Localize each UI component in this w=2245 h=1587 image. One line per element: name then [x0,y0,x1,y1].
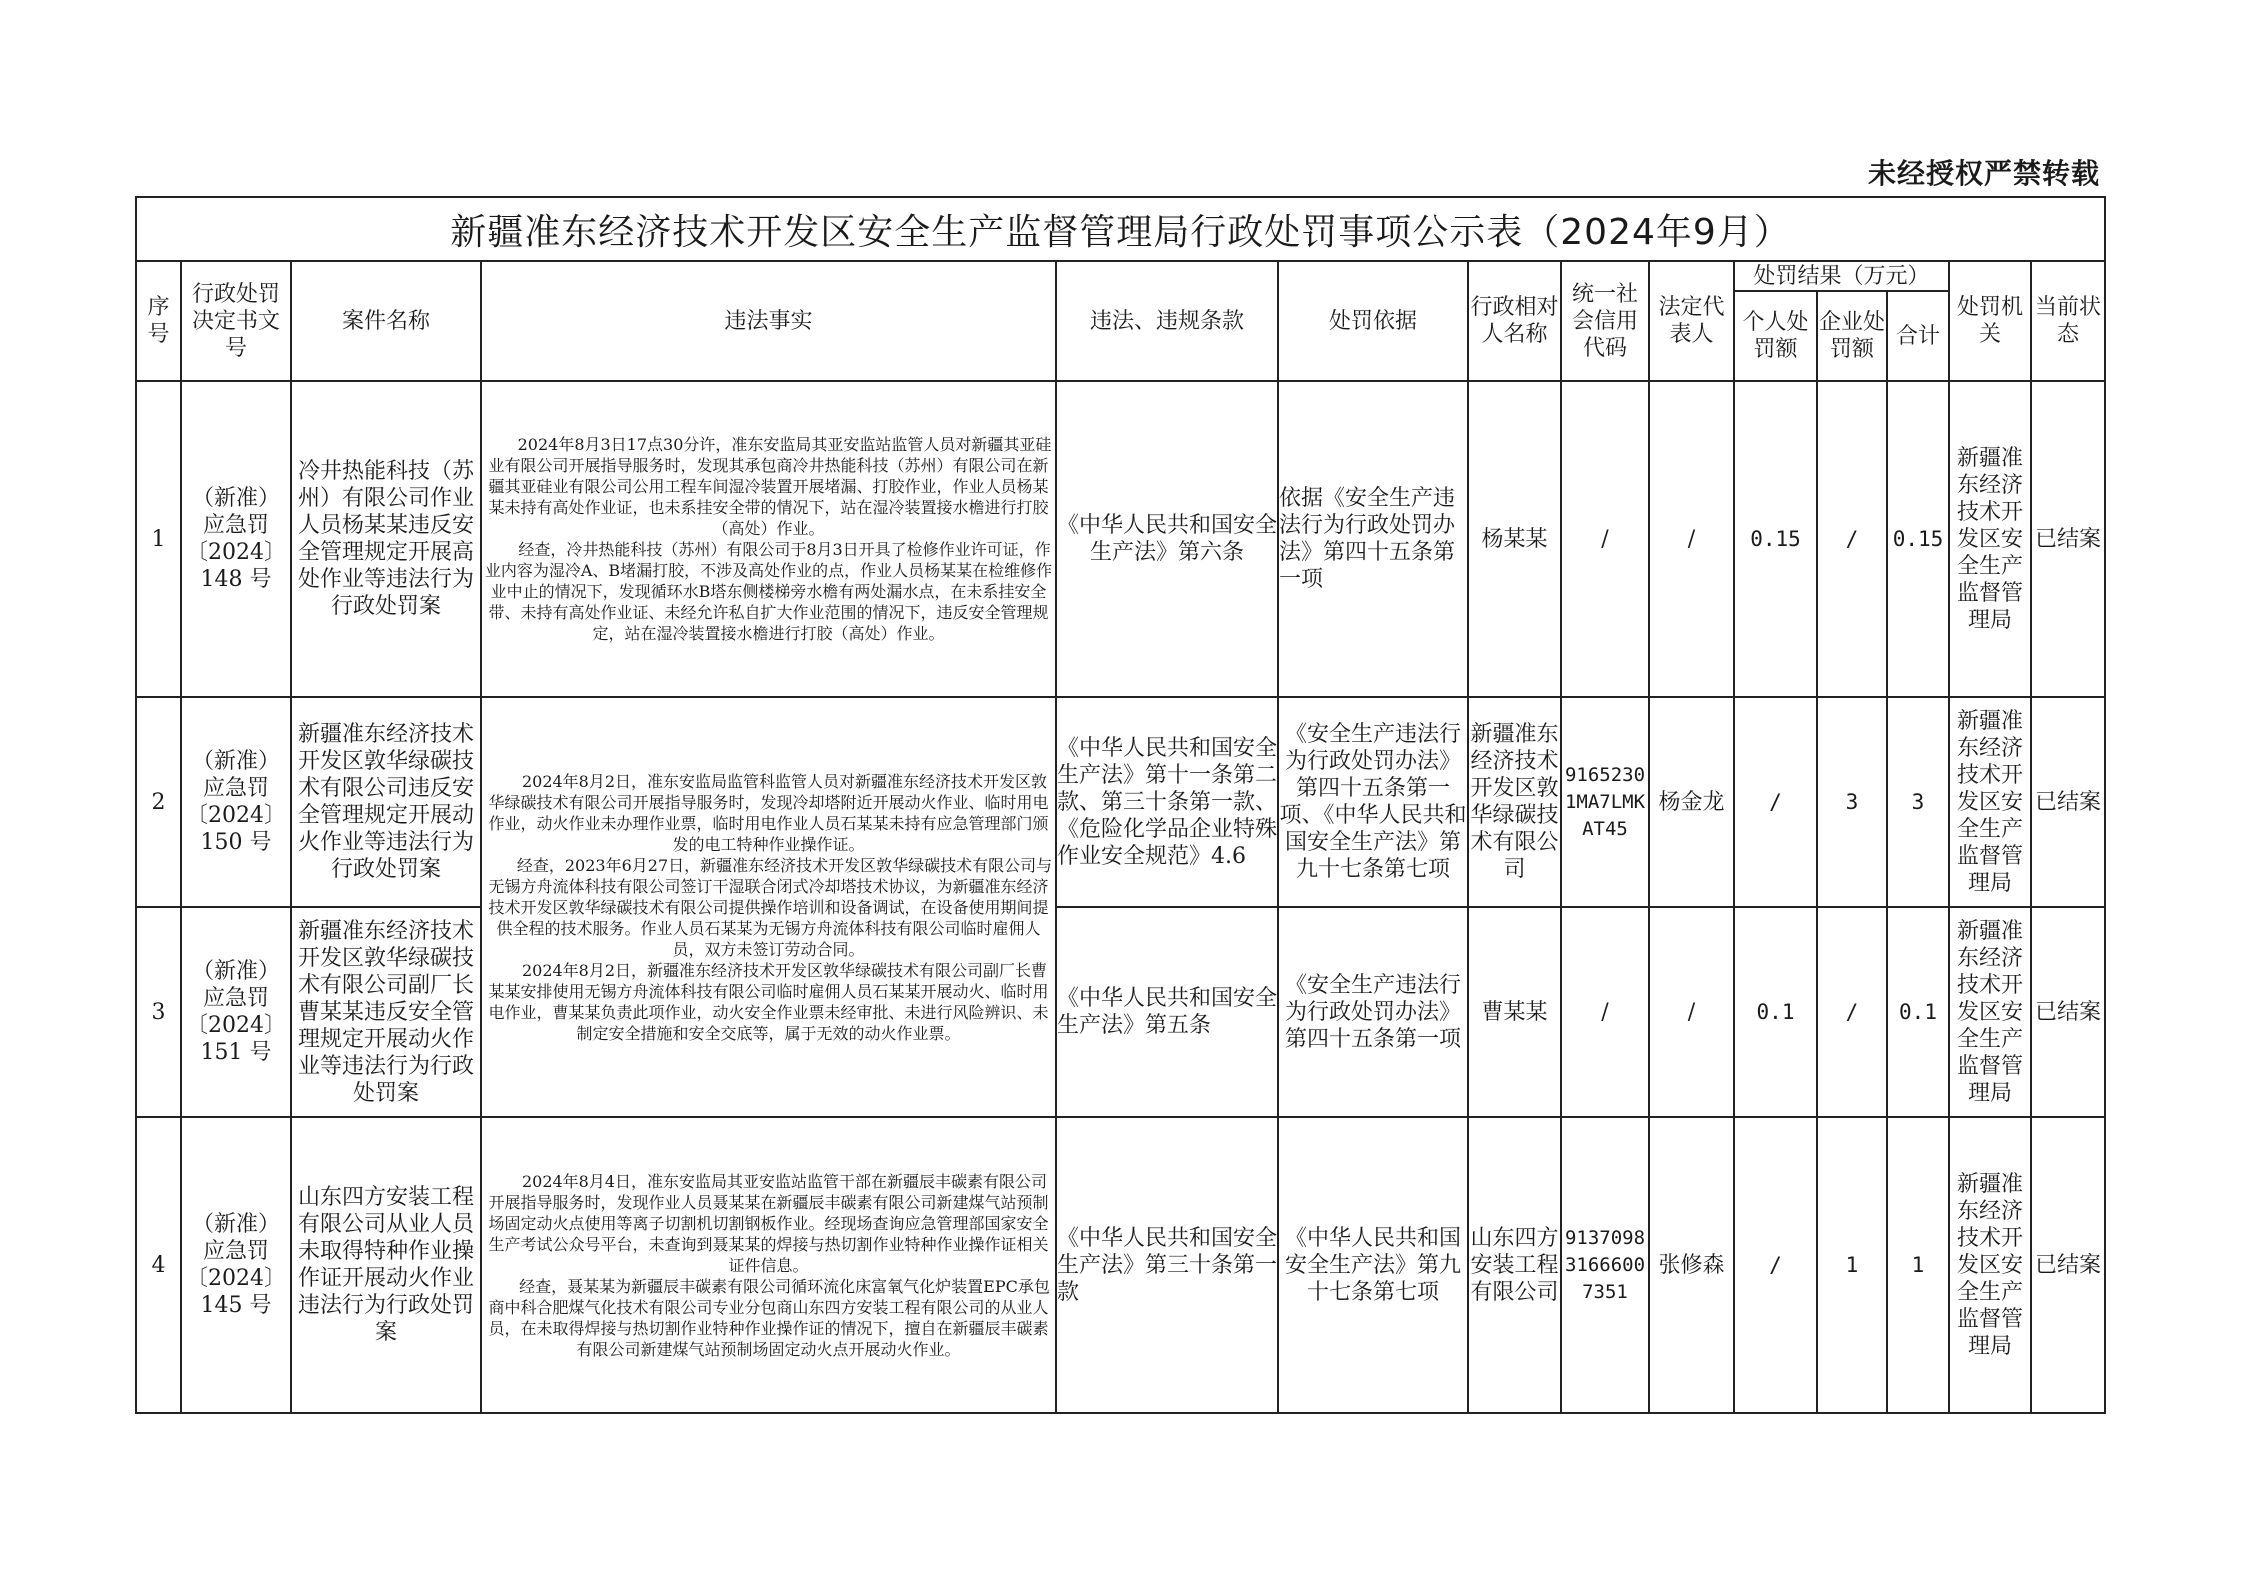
fact-paragraph: 2024年8月2日，准东安监局监管科监管人员对新疆准东经济技术开发区敦华绿碳技术有限公司开展指导服务时，发现冷却塔附近开展动火作业、临时用电作业，动火作业未办理作业票，临时用电作业人员石某某未持有应急管理部门颁发的电工特种作业操作证。 [488,771,1049,854]
cell-party: 新疆准东经济技术开发区敦华绿碳技术有限公司 [1468,697,1561,907]
cell-status: 已结案 [2031,1117,2105,1413]
cell-enterprise: / [1817,381,1887,697]
cell-clause: 《中华人民共和国安全生产法》第十一条第二款、第三十条第一款、《危险化学品企业特殊作业安全规范》4.6 [1056,697,1278,907]
cell-personal: / [1734,1117,1817,1413]
fact-paragraph: 经查，冷井热能科技（苏州）有限公司于8月3日开具了检修作业许可证，作业内容为湿冷A、B堵漏打胶，不涉及高处作业的点，作业人员杨某某在检维修作业中止的情况下，发现循环水B塔东侧楼梯旁水檐有两处漏水点，在未系挂安全带、未持有高处作业证、未经允许私自扩大作业范围的情况下，违反安全管理规定，站在湿冷装置接水檐进行打胶（高处）作业。 [484,540,1053,643]
cell-basis: 《安全生产违法行为行政处罚办法》第四十五条第一项、《中华人民共和国安全生产法》第九十七条第七项 [1278,697,1468,907]
table-title: 新疆准东经济技术开发区安全生产监督管理局行政处罚事项公示表（2024年9月） [136,197,2105,261]
header-status: 当前状态 [2031,261,2105,381]
cell-case-name: 新疆准东经济技术开发区敦华绿碳技术有限公司违反安全管理规定开展动火作业等违法行为行政处罚案 [291,697,481,907]
cell-case-name: 山东四方安装工程有限公司从业人员未取得特种作业操作证开展动火作业违法行为行政处罚案 [291,1117,481,1413]
penalty-table [135,196,2106,1414]
cell-party: 曹某某 [1468,907,1561,1117]
cell-total: 0.1 [1887,907,1949,1117]
cell-credit-code: 91652301MA7LMKAT45 [1561,697,1649,907]
cell-legal-rep: / [1649,381,1734,697]
table-row [136,1117,2105,1413]
cell-case-name: 冷井热能科技（苏州）有限公司作业人员杨某某违反安全管理规定开展高处作业等违法行为行政处罚案 [291,381,481,697]
cell-personal: 0.15 [1734,381,1817,697]
cell-credit-code: 913709831666007351 [1561,1117,1649,1413]
cell-authority: 新疆准东经济技术开发区安全生产监督管理局 [1949,907,2031,1117]
fact-paragraph: 经查，2023年6月27日，新疆准东经济技术开发区敦华绿碳技术有限公司与无锡方舟流体科技有限公司签订干湿联合闭式冷却塔技术协议，为新疆准东经济技术开发区敦华绿碳技术有限公司提供操作培训和设备调试，在设备使用期间提供全程的技术服务。作业人员石某某为无锡方舟流体科技有限公司临时雇佣人员，双方未签订劳动合同。 [488,855,1053,959]
cell-total: 0.15 [1887,381,1949,697]
cell-legal-rep: 张修森 [1649,1117,1734,1413]
cell-legal-rep: / [1649,907,1734,1117]
cell-facts [481,381,1056,697]
header-authority: 处罚机关 [1949,261,2031,381]
header-enterprise: 企业处罚额 [1817,291,1887,381]
fact-paragraph: 2024年8月2日，新疆准东经济技术开发区敦华绿碳技术有限公司副厂长曹某某安排使用无锡方舟流体科技有限公司临时雇佣人员石某某开展动火、临时用电作业，曹某某负责此项作业，动火安全作业票未经审批、未进行风险辨识、未制定安全措施和安全交底等，属于无效的动火作业票。 [488,960,1049,1043]
header-doc-no: 行政处罚决定书文号 [181,261,291,381]
header-facts: 违法事实 [481,261,1056,381]
table-row [136,907,2105,1117]
cell-authority: 新疆准东经济技术开发区安全生产监督管理局 [1949,697,2031,907]
cell-personal: 0.1 [1734,907,1817,1117]
header-legal-rep: 法定代表人 [1649,261,1734,381]
header-clause: 违法、违规条款 [1056,261,1278,381]
cell-enterprise: / [1817,907,1887,1117]
header-credit-code: 统一社会信用代码 [1561,261,1649,381]
copyright-notice: 未经授权严禁转载 [1867,157,2100,190]
cell-status: 已结案 [2031,907,2105,1117]
cell-credit-code: / [1561,907,1649,1117]
header-result-group: 处罚结果（万元） [1734,261,1949,291]
cell-doc-no: （新准）应急罚〔2024〕145 号 [181,1117,291,1413]
cell-enterprise: 1 [1817,1117,1887,1413]
cell-clause: 《中华人民共和国安全生产法》第五条 [1056,907,1278,1117]
cell-total: 3 [1887,697,1949,907]
header-personal: 个人处罚额 [1734,291,1817,381]
cell-status: 已结案 [2031,697,2105,907]
fact-paragraph: 2024年8月3日17点30分许，准东安监局其亚安监站监管人员对新疆其亚硅业有限公司开展指导服务时，发现其承包商冷井热能科技（苏州）有限公司在新疆其亚硅业有限公司公用工程车间湿冷装置开展堵漏、打胶作业，作业人员杨某某未持有高处作业证，也未系挂安全带的情况下，站在湿冷装置接水檐进行打胶（高处）作业。 [488,435,1052,538]
cell-case-name: 新疆准东经济技术开发区敦华绿碳技术有限公司副厂长曹某某违反安全管理规定开展动火作业等违法行为行政处罚案 [291,907,481,1117]
cell-credit-code: / [1561,381,1649,697]
cell-facts [481,697,1056,1117]
cell-doc-no: （新准）应急罚〔2024〕150 号 [181,697,291,907]
header-party: 行政相对人名称 [1468,261,1561,381]
cell-clause: 《中华人民共和国安全生产法》第三十条第一款 [1056,1117,1278,1413]
cell-facts [481,1117,1056,1413]
cell-enterprise: 3 [1817,697,1887,907]
cell-status: 已结案 [2031,381,2105,697]
cell-seq: 1 [136,381,181,697]
header-case-name: 案件名称 [291,261,481,381]
cell-doc-no: （新准）应急罚〔2024〕151 号 [181,907,291,1117]
cell-total: 1 [1887,1117,1949,1413]
cell-seq: 2 [136,697,181,907]
header-basis: 处罚依据 [1278,261,1468,381]
cell-authority: 新疆准东经济技术开发区安全生产监督管理局 [1949,381,2031,697]
header-total: 合计 [1887,291,1949,381]
table-row [136,381,2105,697]
cell-basis: 依据《安全生产违法行为行政处罚办法》第四十五条第一项 [1278,381,1468,697]
cell-clause: 《中华人民共和国安全生产法》第六条 [1056,381,1278,697]
cell-authority: 新疆准东经济技术开发区安全生产监督管理局 [1949,1117,2031,1413]
cell-personal: / [1734,697,1817,907]
fact-paragraph: 2024年8月4日，准东安监局其亚安监站监管干部在新疆辰丰碳素有限公司开展指导服务时，发现作业人员聂某某在新疆辰丰碳素有限公司新建煤气站预制场固定动火点使用等离子切割机切割钢板作业。经现场查询应急管理部国家安全生产考试公众号平台，未查询到聂某某的焊接与热切割作业特种作业操作证相关证件信息。 [488,1171,1049,1275]
cell-legal-rep: 杨金龙 [1649,697,1734,907]
cell-seq: 3 [136,907,181,1117]
cell-party: 山东四方安装工程有限公司 [1468,1117,1561,1413]
cell-party: 杨某某 [1468,381,1561,697]
table-row [136,697,2105,907]
header-seq: 序号 [136,261,181,381]
cell-basis: 《中华人民共和国安全生产法》第九十七条第七项 [1278,1117,1468,1413]
cell-seq: 4 [136,1117,181,1413]
cell-doc-no: （新准）应急罚〔2024〕148 号 [181,381,291,697]
cell-basis: 《安全生产违法行为行政处罚办法》第四十五条第一项 [1278,907,1468,1117]
fact-paragraph: 经查，聂某某为新疆辰丰碳素有限公司循环流化床富氧气化炉装置EPC承包商中科合肥煤气化技术有限公司专业分包商山东四方安装工程有限公司的从业人员，在未取得焊接与热切割作业特种作业操作证的情况下，擅自在新疆辰丰碳素有限公司新建煤气站预制场固定动火点开展动火作业。 [488,1276,1050,1359]
